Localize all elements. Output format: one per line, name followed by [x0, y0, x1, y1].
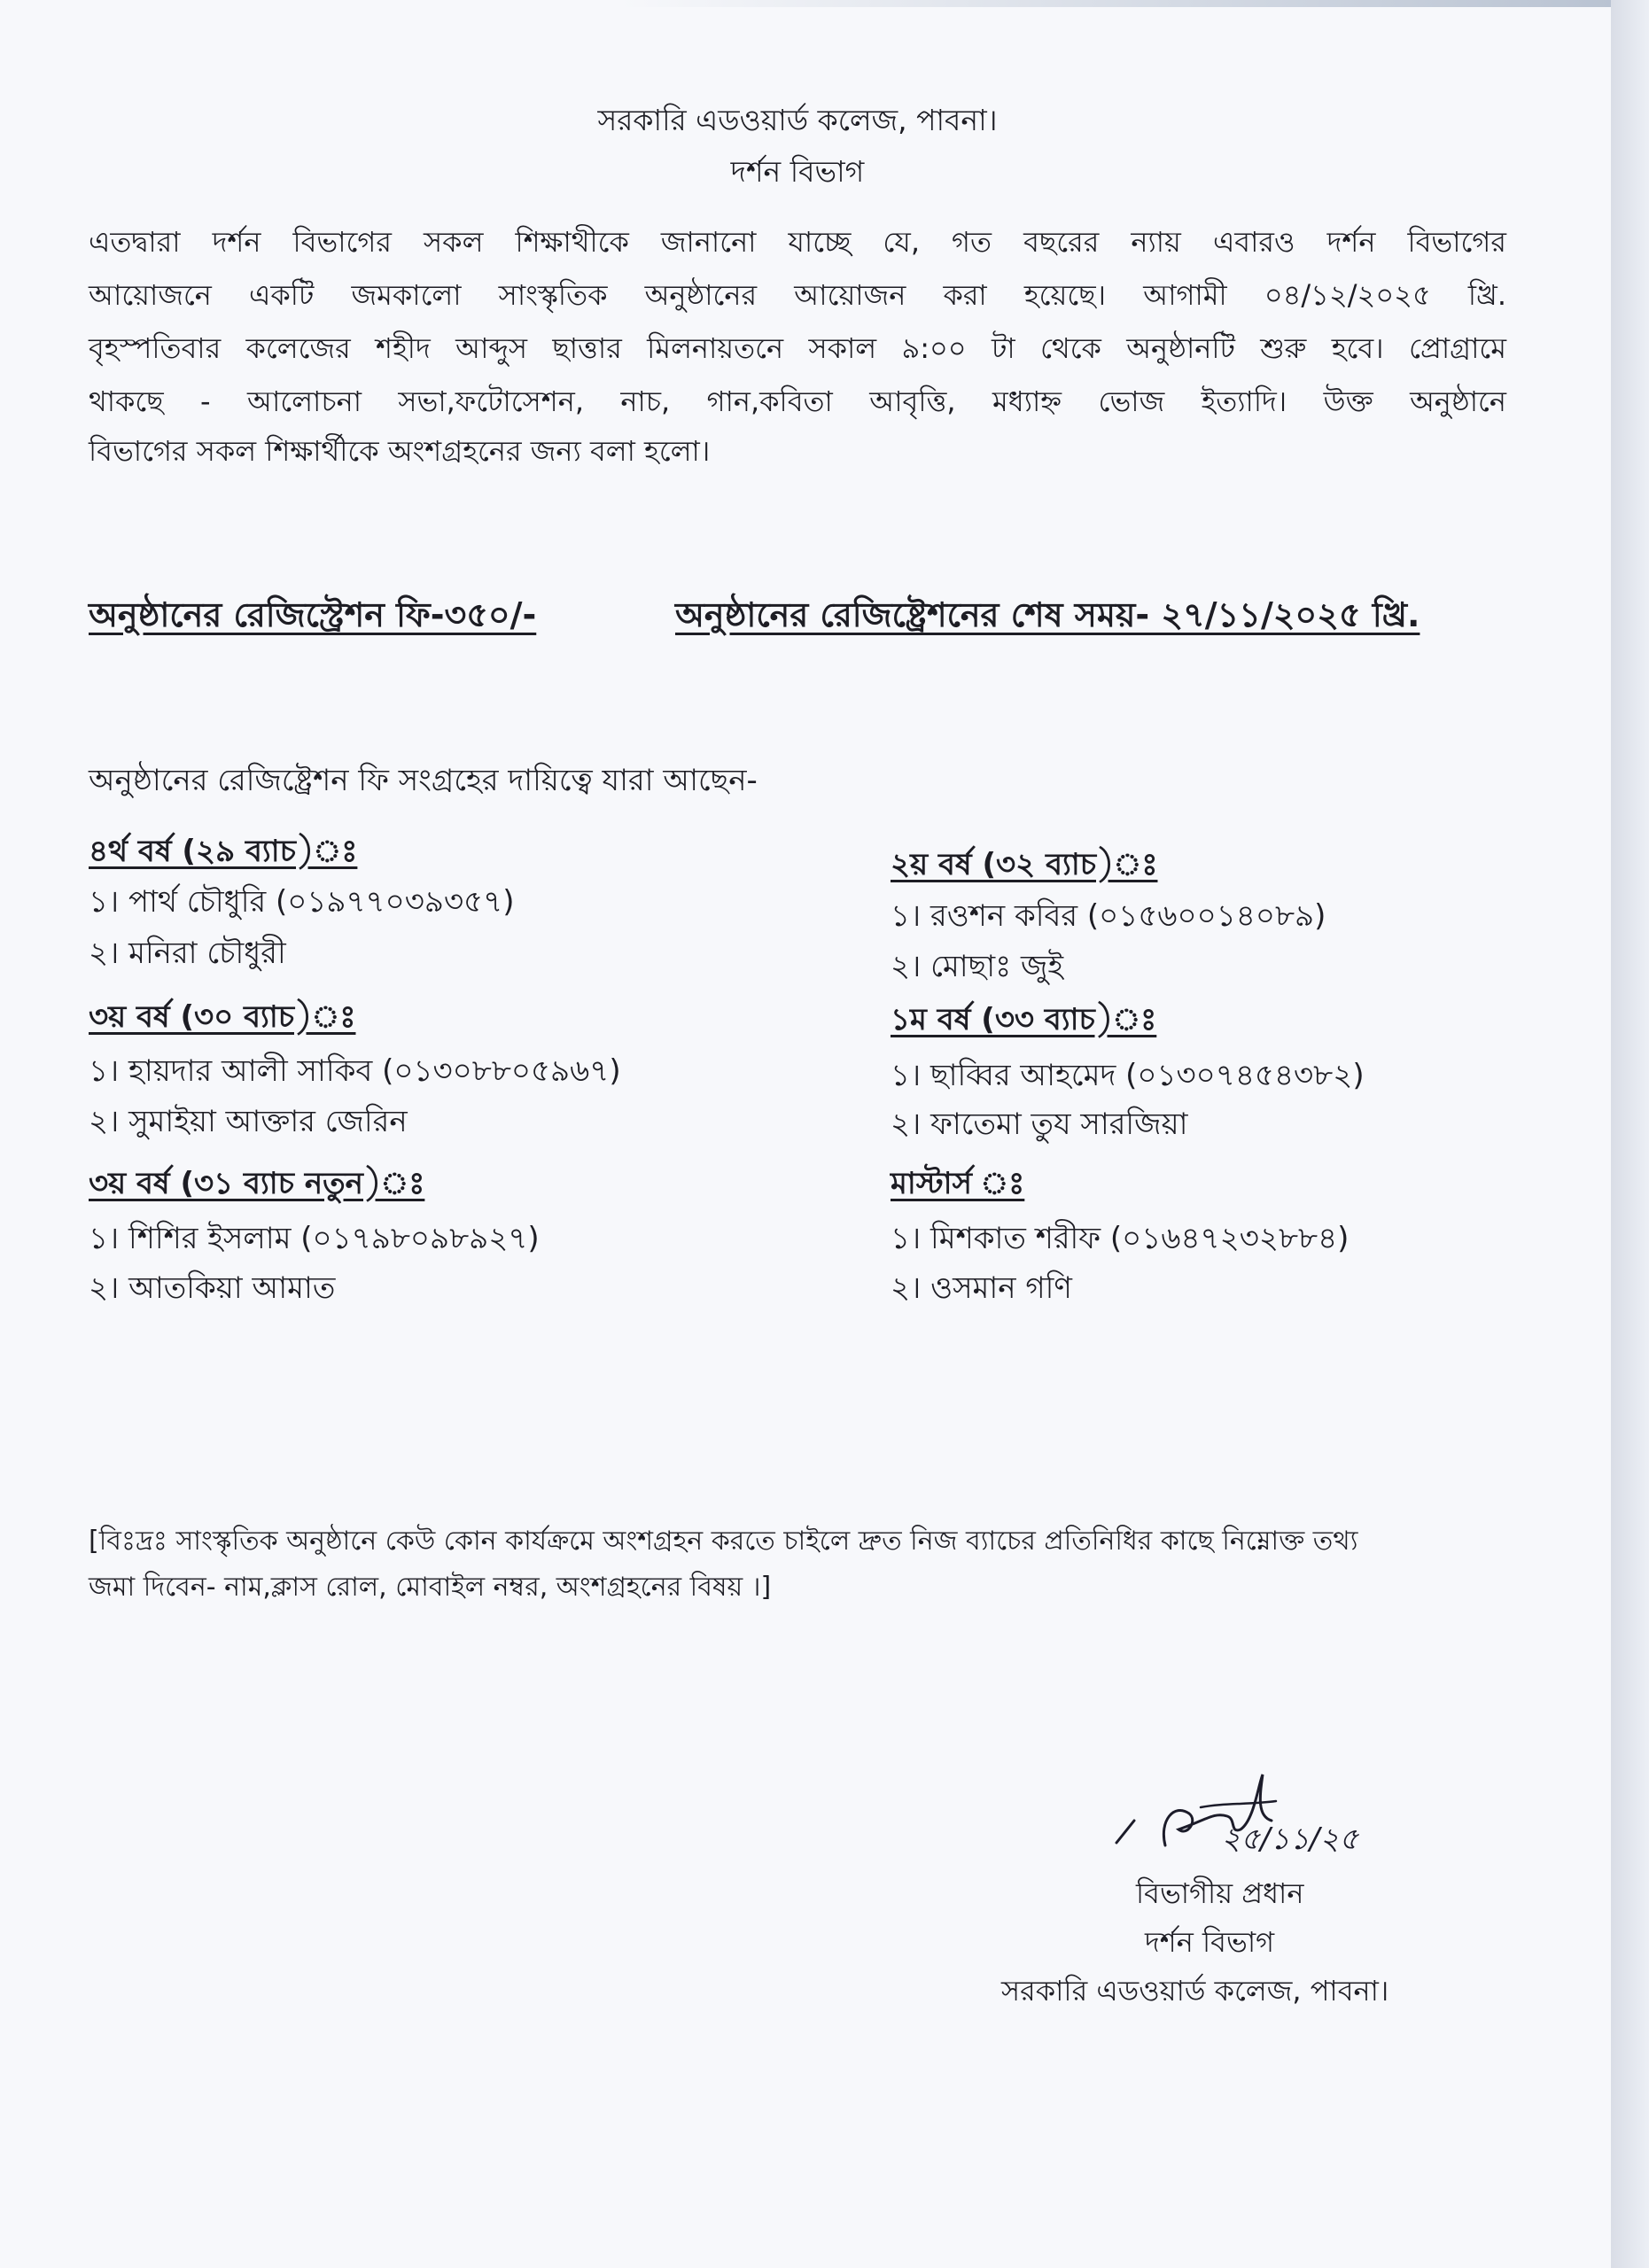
batch-29-heading: ৪র্থ বর্ষ (২৯ ব্যাচ)ঃ [89, 834, 358, 869]
batch-33-item-2: ২। ফাতেমা তুয সারজিয়া [891, 1107, 1188, 1142]
batch-30-item-1: ১। হায়দার আলী সাকিব (০১৩০৮৮০৫৯৬৭) [89, 1053, 621, 1089]
batch-32-heading: ২য় বর্ষ (৩২ ব্যাচ)ঃ [891, 847, 1158, 882]
scan-top-edge [620, 0, 1611, 7]
batch-33-item-1: ১। ছাব্বির আহমেদ (০১৩০৭৪৫৪৩৮২) [891, 1058, 1365, 1093]
masters-item-1: ১। মিশকাত শরীফ (০১৬৪৭২৩২৮৮৪) [891, 1221, 1350, 1256]
batch-30-item-2: ২। সুমাইয়া আক্তার জেরিন [89, 1104, 408, 1139]
registration-fee: অনুষ্ঠানের রেজিস্ট্রেশন ফি-৩৫০/- [89, 595, 537, 634]
registration-deadline: অনুষ্ঠানের রেজিষ্ট্রেশনের শেষ সময়- ২৭/১১/২০২৫ খ্রি. [675, 595, 1420, 634]
masters-heading: মাস্টার্স ঃ [891, 1166, 1025, 1201]
batch-30-heading: ৩য় বর্ষ (৩০ ব্যাচ)ঃ [89, 999, 356, 1035]
scan-edge [1611, 0, 1649, 2268]
notice-line-4: থাকছে - আলোচনা সভা,ফটোসেশন, নাচ, গান,কবিতা আবৃত্তি, মধ্যাহ্ন ভোজ ইত্যাদি। উক্ত অনুষ্ঠানে [89, 384, 1506, 418]
footnote-line-2: জমা দিবেন- নাম,ক্লাস রোল, মোবাইল নম্বর, অংশগ্রহনের বিষয় ।] [89, 1572, 772, 1603]
collectors-intro: অনুষ্ঠানের রেজিষ্ট্রেশন ফি সংগ্রহের দায়িত্বে যারা আছেন- [89, 763, 758, 798]
notice-line-1: এতদ্বারা দর্শন বিভাগের সকল শিক্ষাথীকে জানানো যাচ্ছে যে, গত বছরের ন্যায় এবারও দর্শন বিভাগের [89, 225, 1506, 259]
batch-32-item-2: ২। মোছাঃ জুই [891, 949, 1064, 984]
batch-29-item-1: ১। পার্থ চৌধুরি (০১৯৭৭০৩৯৩৫৭) [89, 884, 515, 920]
signature-date: ২৫/১১/২৫ [1221, 1821, 1359, 1856]
masters-item-2: ২। ওসমান গণি [891, 1270, 1072, 1306]
batch-32-item-1: ১। রওশন কবির (০১৫৬০০১৪০৮৯) [891, 898, 1326, 934]
batch-31-item-1: ১। শিশির ইসলাম (০১৭৯৮০৯৮৯২৭) [89, 1221, 540, 1256]
batch-33-heading: ১ম বর্ষ (৩৩ ব্যাচ)ঃ [891, 1002, 1157, 1037]
batch-31-item-2: ২। আতকিয়া আমাত [89, 1270, 336, 1306]
signatory-title: বিভাগীয় প্রধান [1136, 1876, 1304, 1910]
college-title: সরকারি এডওয়ার্ড কলেজ, পাবনা। [597, 103, 998, 137]
signatory-college: সরকারি এডওয়ার্ড কলেজ, পাবনা। [1001, 1974, 1389, 2008]
handwritten-signature [1108, 1767, 1435, 1856]
batch-31-heading: ৩য় বর্ষ (৩১ ব্যাচ নতুন)ঃ [89, 1166, 425, 1201]
notice-line-5: বিভাগের সকল শিক্ষার্থীকে অংশগ্রহনের জন্য বলা হলো। [89, 434, 711, 468]
notice-line-3: বৃহস্পতিবার কলেজের শহীদ আব্দুস ছাত্তার মিলনায়তনে সকাল ৯:০০ টা থেকে অনুষ্ঠানটি শুরু হবে। প্রোগ্রামে [89, 331, 1506, 365]
department-title: দর্শন বিভাগ [730, 154, 865, 189]
signatory-department: দর্শন বিভাগ [1145, 1925, 1275, 1959]
batch-29-item-2: ২। মনিরা চৌধুরী [89, 936, 286, 971]
footnote-line-1: [বিঃদ্রঃ সাংস্কৃতিক অনুষ্ঠানে কেউ কোন কার্যক্রমে অংশগ্রহন করতে চাইলে দ্রুত নিজ ব্যাচের প্রতিনিধির কাছে নিম্নোক্ত তথ্য [89, 1526, 1358, 1557]
notice-line-2: আয়োজনে একটি জমকালো সাংস্কৃতিক অনুষ্ঠানের আয়োজন করা হয়েছে। আগামী ০৪/১২/২০২৫ খ্রি. [89, 278, 1506, 312]
